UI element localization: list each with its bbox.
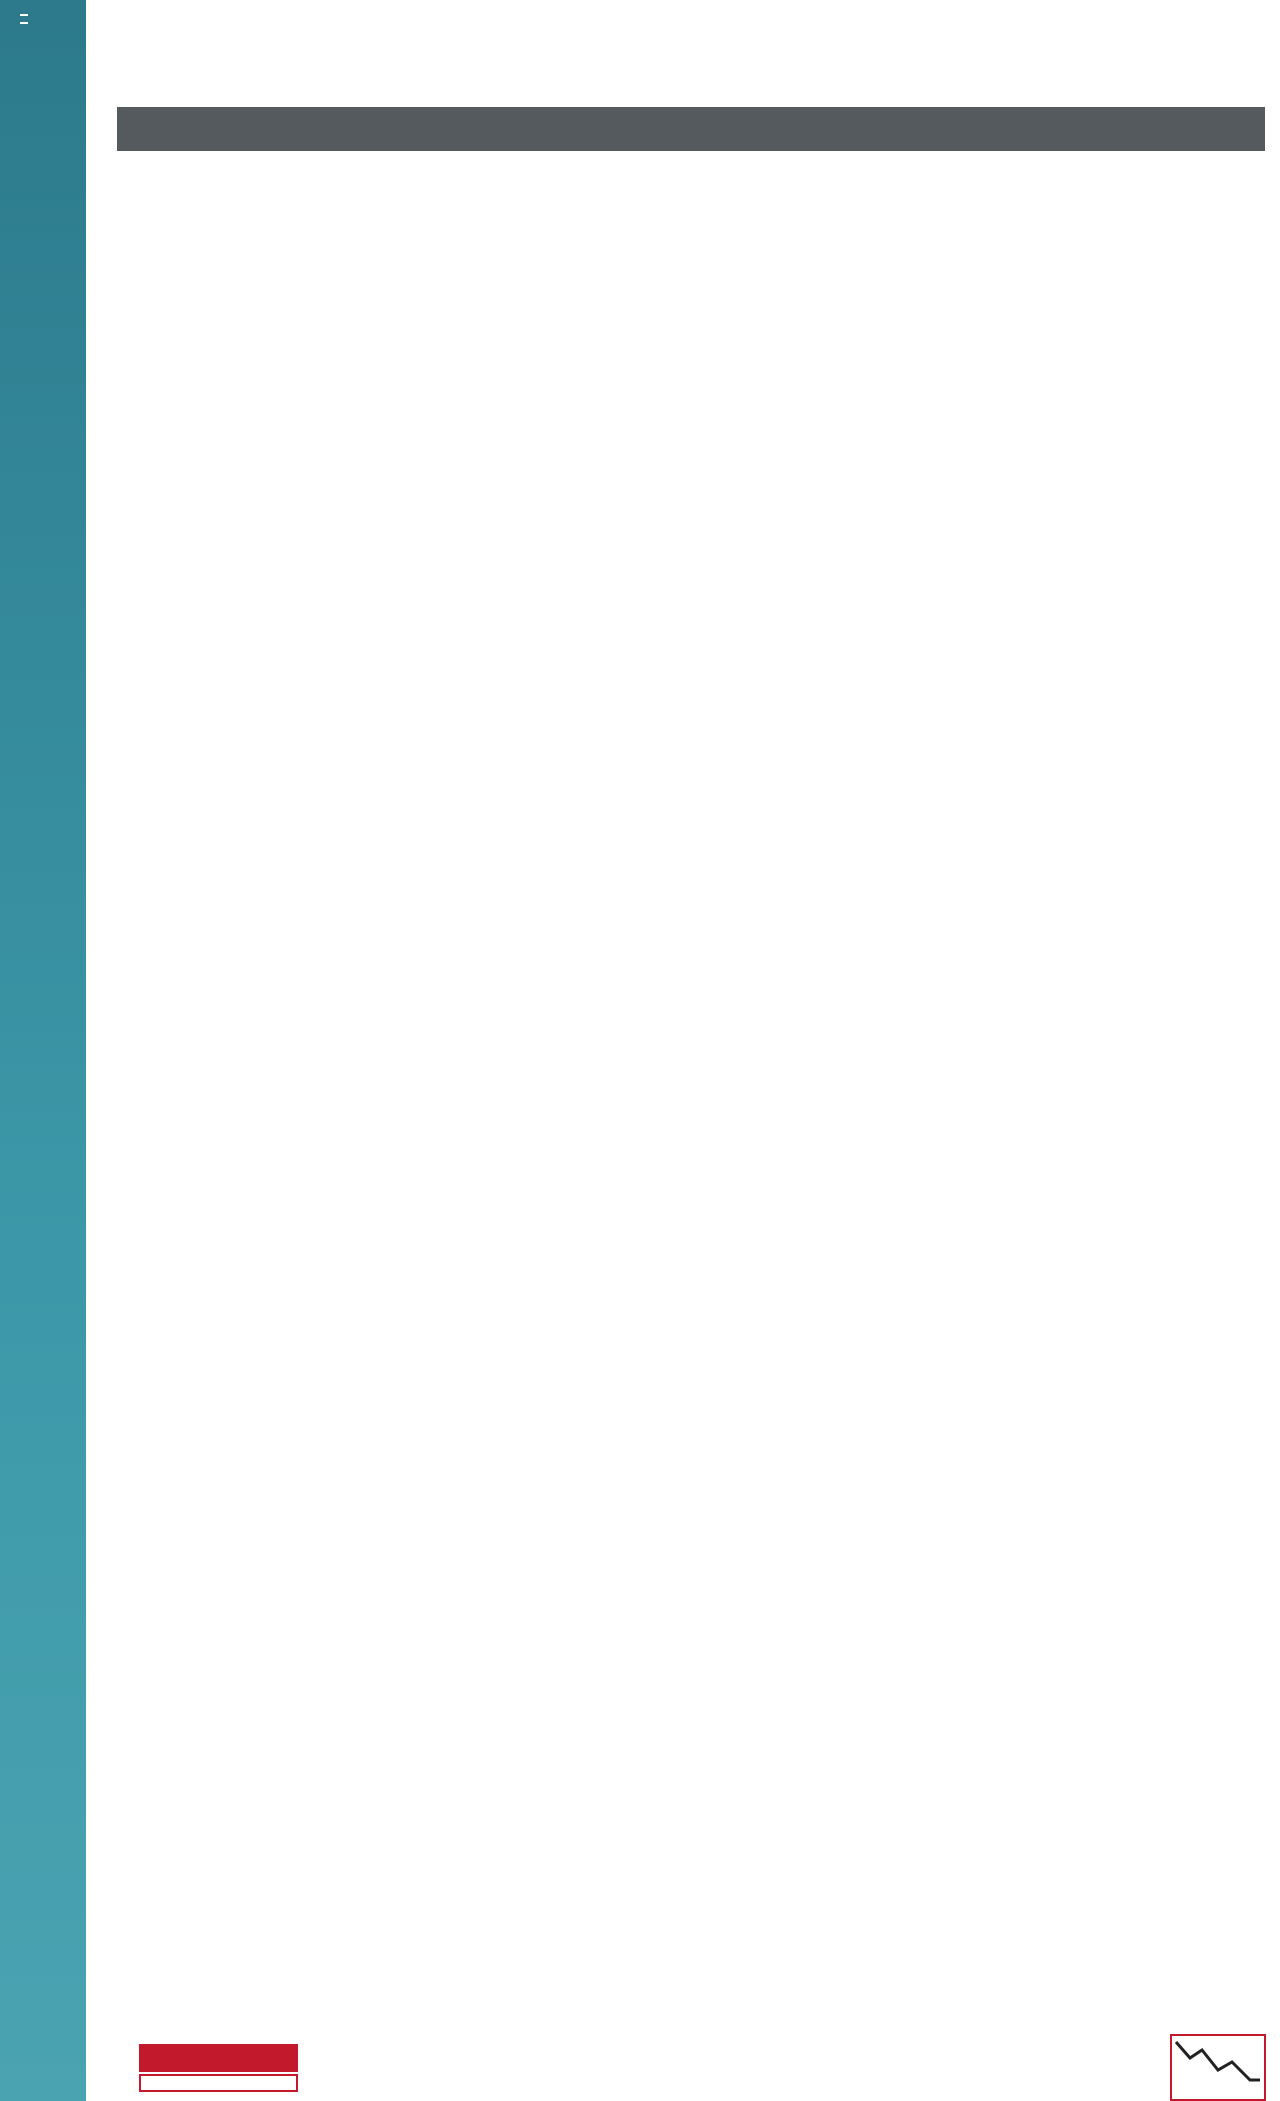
menu-icon: [20, 14, 28, 24]
logo-bottom: [139, 2074, 298, 2092]
best-price-badge: [1170, 2034, 1266, 2101]
price-drop-icon: [1172, 2036, 1264, 2084]
bauhaus-logo: [139, 2044, 298, 2092]
logo-top: [139, 2044, 298, 2072]
side-band: [0, 0, 86, 2101]
subsection-band: [117, 107, 1265, 151]
